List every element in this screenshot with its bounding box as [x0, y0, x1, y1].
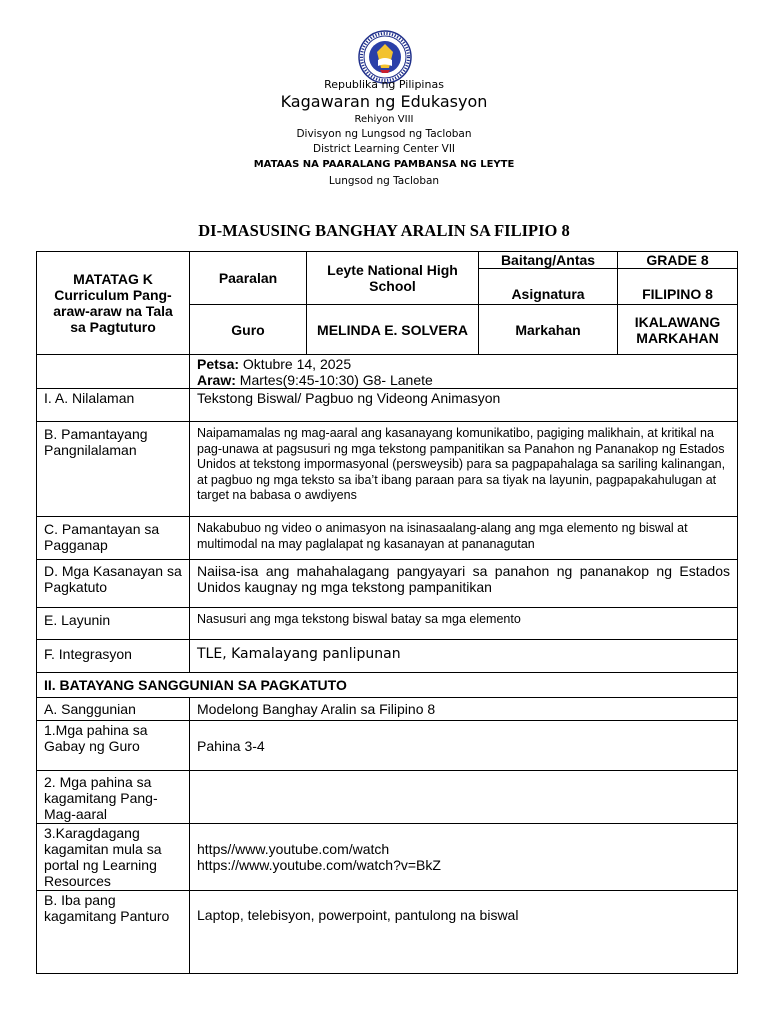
teacher-value: MELINDA E. SOLVERA [307, 305, 479, 355]
lr-label: 3.Karagdagang kagamitan mula sa portal ng Learning Resources [37, 824, 190, 891]
section2-heading: II. BATAYANG SANGGUNIAN SA PAGKATUTO [37, 673, 738, 698]
nilalaman-label: I. A. Nilalaman [37, 389, 190, 422]
subject-label: Asignatura [479, 269, 618, 305]
day-label: Araw: [197, 372, 236, 388]
document-title: DI-MASUSING BANGHAY ARALIN SA FILIPIO 8 [198, 221, 570, 240]
region-label: Rehiyon VIII [354, 114, 414, 125]
lr-link-2[interactable]: https://www.youtube.com/watch?v=BkZ [197, 857, 441, 873]
teacher-label: Guro [190, 305, 307, 355]
school-label: Paaralan [190, 252, 307, 305]
date-label: Petsa: [197, 356, 240, 372]
department-label: Kagawaran ng Edukasyon [280, 92, 488, 111]
district-label: District Learning Center VII [312, 143, 456, 155]
city-label: Lungsod ng Tacloban [328, 175, 440, 187]
integrasyon-label: F. Integrasyon [37, 640, 190, 673]
magaaral-value [190, 771, 738, 824]
nilalaman-value: Tekstong Biswal/ Pagbuo ng Videong Animasyon [190, 389, 738, 422]
sanggunian-value: Modelong Banghay Aralin sa Filipino 8 [190, 698, 738, 721]
republic-label: Republika ng Pilipinas [324, 78, 444, 91]
iba-label: B. Iba pang kagamitang Panturo [37, 891, 190, 974]
integrasyon-value: TLE, Kamalayang panlipunan [190, 640, 738, 673]
lr-value-cell [190, 824, 738, 891]
layunin-label: E. Layunin [37, 608, 190, 640]
pangnilalaman-label: B. Pamantayang Pangnilalaman [37, 422, 190, 517]
school-name: MATAAS NA PAARALANG PAMBANSA NG LEYTE [253, 159, 515, 170]
division-label: Divisyon ng Lungsod ng Tacloban [296, 128, 472, 140]
guro-pahina-value: Pahina 3-4 [190, 721, 738, 771]
pangnilalaman-value: Naipamamalas ng mag-aaral ang kasanayang komunikatibo, pagiging malikhain, at kritikal na pag-unawa at pagsusuri ng mga tekstong pampanitikan sa Panahon ng Pananakop ng Estados Unidos at tekstong impormasyonal (persweysib) para sa pagpapahalaga sa sariling kalinangan, at pagbuo ng mga teksto sa iba’t ibang paraan para sa tiyak na layunin, pagpapakahulugan at target na babasa o awdiyens [190, 422, 738, 517]
kasanayan-value: Naiisa-isa ang mahahalagang pangyayari sa panahon ng pananakop ng Estados Unidos kaugnay ng mga tekstong pampanitikan [190, 560, 738, 608]
layunin-value: Nasusuri ang mga tekstong biswal batay sa mga elemento [190, 608, 738, 640]
quarter-value: IKALAWANG MARKAHAN [618, 305, 738, 355]
quarter-label: Markahan [479, 305, 618, 355]
grade-label: Baitang/Antas [479, 252, 618, 269]
iba-value: Laptop, telebisyon, powerpoint, pantulong na biswal [190, 891, 738, 974]
lr-link-1[interactable]: https//www.youtube.com/watch [197, 841, 390, 857]
guro-pahina-label: 1.Mga pahina sa Gabay ng Guro [37, 721, 190, 771]
sanggunian-label: A. Sanggunian [37, 698, 190, 721]
lesson-plan-table [36, 251, 738, 974]
empty-cell [37, 355, 190, 389]
kasanayan-label: D. Mga Kasanayan sa Pagkatuto [37, 560, 190, 608]
pagganap-label: C. Pamantayan sa Pagganap [37, 517, 190, 560]
date-value: Oktubre 14, 2025 [239, 356, 352, 372]
curriculum-cell: MATATAG K Curriculum Pang-araw-araw na Tala sa Pagtuturo [37, 252, 190, 355]
school-value: Leyte National High School [307, 252, 479, 305]
date-cell [190, 355, 738, 389]
pagganap-value: Nakabubuo ng video o animasyon na isinasaalang-alang ang mga elemento ng biswal at multimodal na may paglalapat ng kasanayan at pananagutan [190, 517, 738, 560]
day-value: Martes(9:45-10:30) G8- Lanete [235, 372, 433, 388]
deped-seal-icon [358, 30, 412, 84]
subject-value: FILIPINO 8 [618, 269, 738, 305]
grade-value: GRADE 8 [618, 252, 738, 269]
magaaral-label: 2. Mga pahina sa kagamitang Pang-Mag-aaral [37, 771, 190, 824]
